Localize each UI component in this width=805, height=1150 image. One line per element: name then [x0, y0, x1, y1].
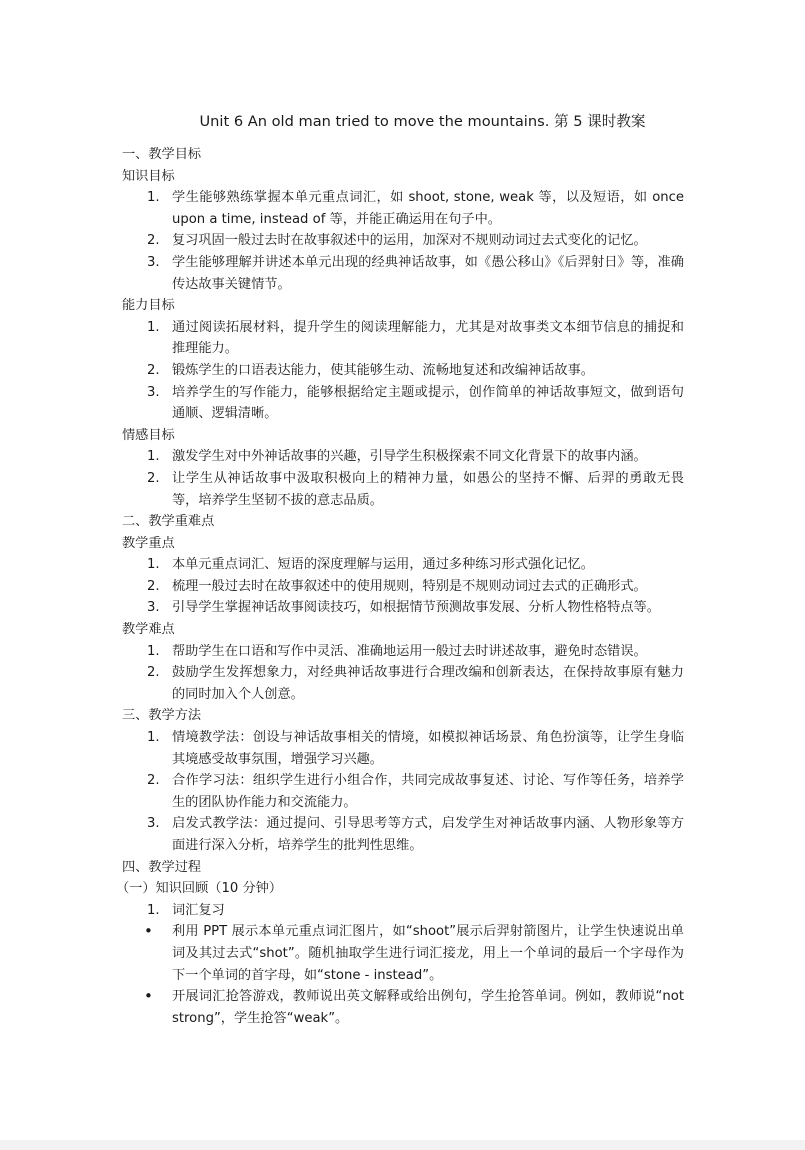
- section-heading-key-points: 二、教学重难点: [122, 514, 215, 530]
- list-item: 1. 情境教学法：创设与神话故事相关的情境，如模拟神话场景、角色扮演等，让学生身临其境感受故事氛围，增强学习兴趣。: [147, 730, 684, 767]
- list-item: 1. 激发学生对中外神话故事的兴趣，引导学生积极探索不同文化背景下的故事内涵。: [147, 449, 647, 465]
- section-heading-process: 四、教学过程: [122, 859, 202, 875]
- difficult-list: [122, 641, 684, 706]
- document-title: Unit 6 An old man tried to move the mountains. 第 5 课时教案: [199, 113, 646, 130]
- subheading-ability: 能力目标: [122, 298, 175, 314]
- list-item: 1. 帮助学生在口语和写作中灵活、准确地运用一般过去时讲述故事，避免时态错误。: [147, 643, 647, 659]
- list-item: 2. 合作学习法：组织学生进行小组合作，共同完成故事复述、讨论、写作等任务，培养学生的团队协作能力和交流能力。: [147, 773, 684, 810]
- section-heading-objectives: 一、教学目标: [122, 147, 202, 162]
- list-item: 3. 启发式教学法：通过提问、引导思考等方式，启发学生对神话故事内涵、人物形象等方面进行深入分析，培养学生的批判性思维。: [147, 816, 684, 853]
- list-item: 3. 引导学生掌握神话故事阅读技巧，如根据情节预测故事发展、分析人物性格特点等。: [147, 600, 660, 616]
- list-item: 2. 复习巩固一般过去时在故事叙述中的运用，加深对不规则动词过去式变化的记忆。: [147, 233, 647, 249]
- bullet-icon: •: [144, 922, 153, 941]
- emotion-list: [122, 446, 684, 511]
- list-item: 1. 本单元重点词汇、短语的深度理解与运用，通过多种练习形式强化记忆。: [147, 557, 594, 573]
- section-heading-methods: 三、教学方法: [122, 708, 202, 724]
- review-steps: [122, 900, 684, 922]
- lesson-plan-content: [116, 111, 684, 1029]
- subheading-knowledge: 知识目标: [122, 168, 175, 184]
- list-item: 2. 鼓励学生发挥想象力，对经典神话故事进行合理改编和创新表达，在保持故事原有魅力的同时加入个人创意。: [147, 665, 684, 702]
- list-item: 1. 词汇复习: [147, 902, 225, 918]
- knowledge-list: [122, 187, 684, 295]
- list-item: 3. 培养学生的写作能力，能够根据给定主题或提示，创作简单的神话故事短文，做到语句通顺、逻辑清晰。: [147, 384, 684, 422]
- list-item: 2. 梳理一般过去时在故事叙述中的使用规则，特别是不规则动词过去式的正确形式。: [147, 578, 647, 594]
- list-item: 2. 锻炼学生的口语表达能力，使其能够生动、流畅地复述和改编神话故事。: [147, 362, 594, 378]
- list-item: 1. 通过阅读拓展材料，提升学生的阅读理解能力，尤其是对故事类文本细节信息的捕捉和推理能力。: [147, 319, 684, 357]
- bullet-item: • 开展词汇抢答游戏，教师说出英文解释或给出例句，学生抢答单词。例如，教师说“not strong”，学生抢答“weak”。: [144, 987, 684, 1026]
- subheading-emotion: 情感目标: [122, 427, 175, 443]
- list-item: 3. 学生能够理解并讲述本单元出现的经典神话故事，如《愚公移山》《后羿射日》等，准确传达故事关键情节。: [147, 254, 684, 292]
- bullet-icon: •: [144, 987, 153, 1006]
- ability-list: [122, 317, 684, 425]
- methods-list: [122, 727, 684, 857]
- vocab-bullets: [122, 921, 684, 1029]
- subheading-key: 教学重点: [122, 535, 175, 551]
- key-list: [122, 554, 684, 619]
- bullet-item: • 利用 PPT 展示本单元重点词汇图片，如“shoot”展示后羿射箭图片，让学生快速说出单词及其过去式“shot”。随机抽取学生进行词汇接龙，用上一个单词的最后一个字母作为下一个单词的首字母，如“stone - instead”。: [144, 922, 684, 983]
- list-item: 1. 学生能够熟练掌握本单元重点词汇，如 shoot, stone, weak 等，以及短语，如 once upon a time, instead of 等，并能正确运用在句子中。: [147, 190, 684, 227]
- subheading-review: （一）知识回顾（10 分钟）: [116, 881, 283, 897]
- subheading-difficult: 教学难点: [122, 622, 175, 638]
- list-item: 2. 让学生从神话故事中汲取积极向上的精神力量，如愚公的坚持不懈、后羿的勇敢无畏等，培养学生坚韧不拔的意志品质。: [147, 470, 684, 508]
